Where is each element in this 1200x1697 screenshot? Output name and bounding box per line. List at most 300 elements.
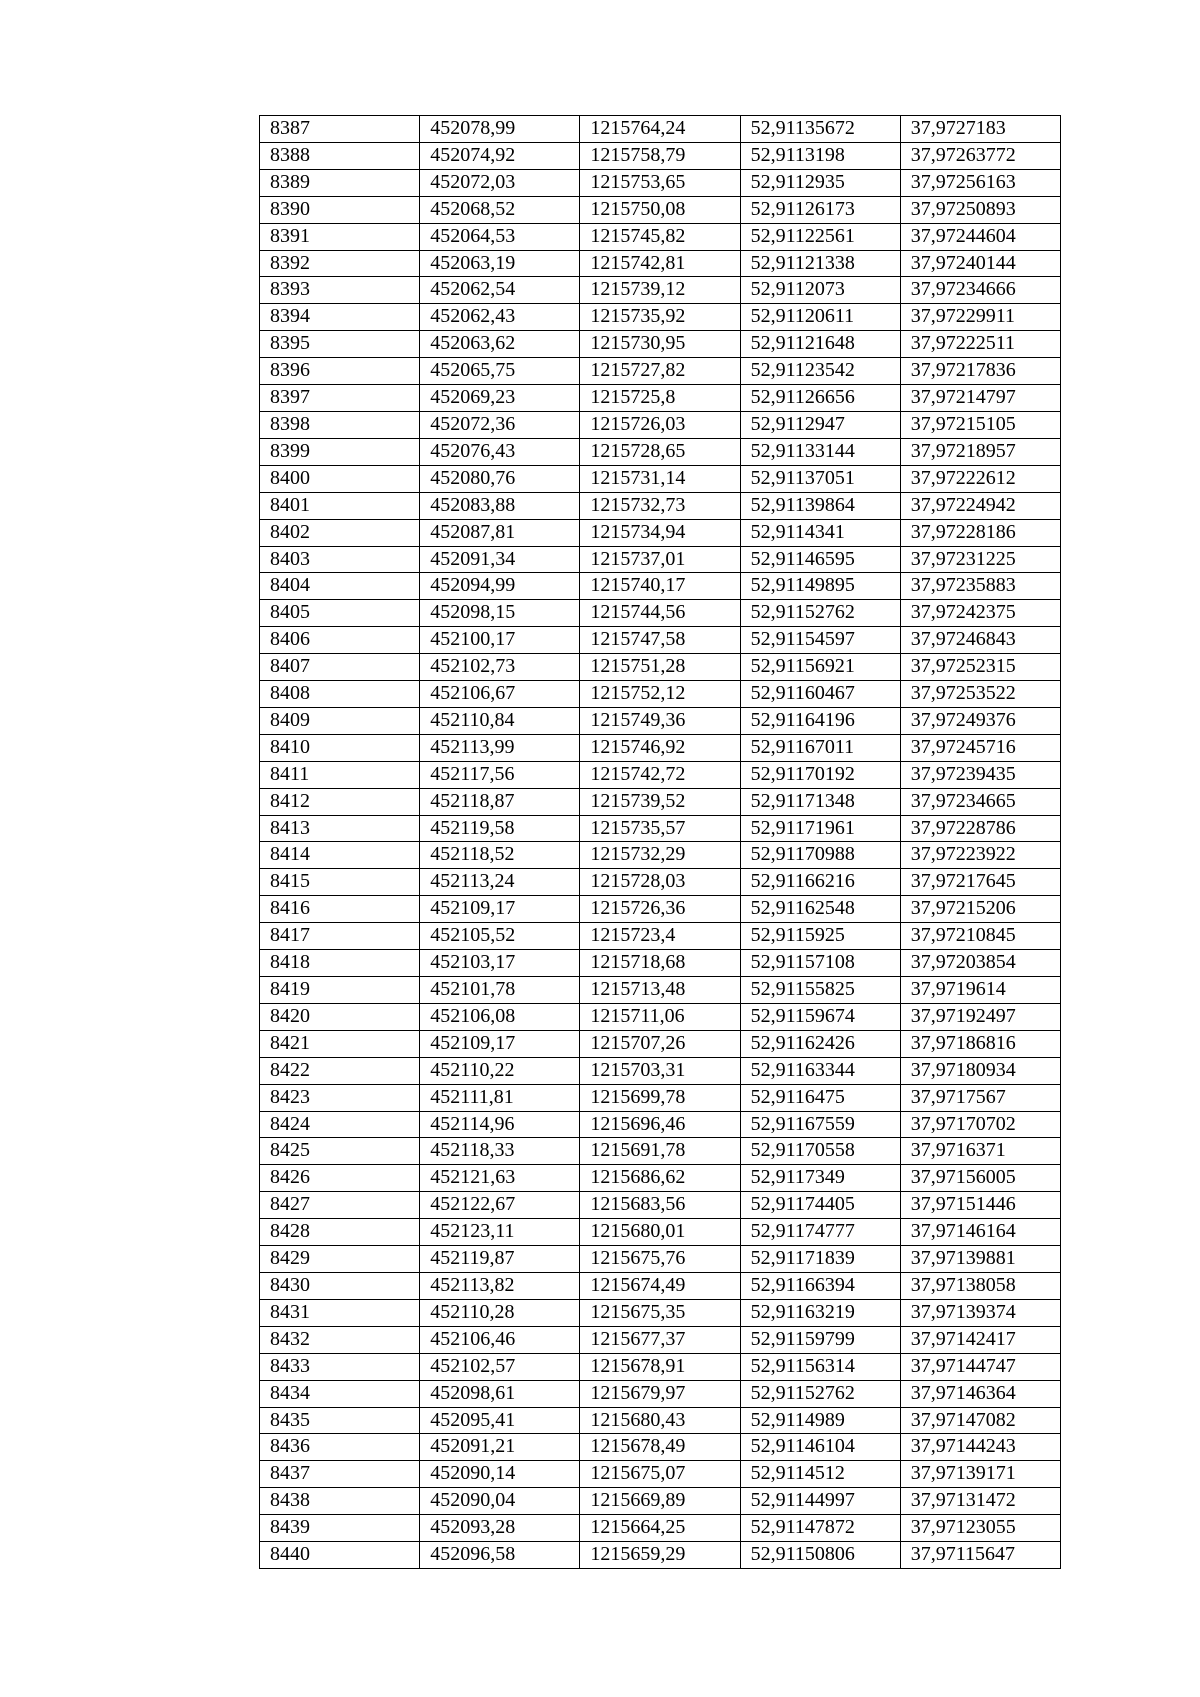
longitude-cell: 37,97146364 xyxy=(900,1380,1060,1407)
x-coordinate-cell: 452098,15 xyxy=(420,600,580,627)
latitude-cell: 52,91163344 xyxy=(740,1057,900,1084)
y-coordinate-cell: 1215752,12 xyxy=(580,681,740,708)
y-coordinate-cell: 1215745,82 xyxy=(580,223,740,250)
table-row xyxy=(260,869,1061,896)
y-coordinate-cell: 1215753,65 xyxy=(580,169,740,196)
longitude-cell: 37,97222511 xyxy=(900,331,1060,358)
x-coordinate-cell: 452111,81 xyxy=(420,1084,580,1111)
y-coordinate-cell: 1215725,8 xyxy=(580,385,740,412)
longitude-cell: 37,97139881 xyxy=(900,1246,1060,1273)
table-row xyxy=(260,1461,1061,1488)
table-row xyxy=(260,950,1061,977)
longitude-cell: 37,97131472 xyxy=(900,1488,1060,1515)
point-number-cell: 8416 xyxy=(260,896,420,923)
point-number-cell: 8436 xyxy=(260,1434,420,1461)
point-number-cell: 8402 xyxy=(260,519,420,546)
point-number-cell: 8423 xyxy=(260,1084,420,1111)
latitude-cell: 52,9114512 xyxy=(740,1461,900,1488)
point-number-cell: 8440 xyxy=(260,1542,420,1569)
x-coordinate-cell: 452102,57 xyxy=(420,1353,580,1380)
longitude-cell: 37,9727183 xyxy=(900,116,1060,143)
longitude-cell: 37,97250893 xyxy=(900,196,1060,223)
longitude-cell: 37,97240144 xyxy=(900,250,1060,277)
longitude-cell: 37,97217645 xyxy=(900,869,1060,896)
longitude-cell: 37,97228786 xyxy=(900,815,1060,842)
x-coordinate-cell: 452102,73 xyxy=(420,654,580,681)
point-number-cell: 8400 xyxy=(260,465,420,492)
longitude-cell: 37,97231225 xyxy=(900,546,1060,573)
latitude-cell: 52,91155825 xyxy=(740,977,900,1004)
x-coordinate-cell: 452090,04 xyxy=(420,1488,580,1515)
point-number-cell: 8434 xyxy=(260,1380,420,1407)
x-coordinate-cell: 452106,08 xyxy=(420,1003,580,1030)
y-coordinate-cell: 1215664,25 xyxy=(580,1515,740,1542)
point-number-cell: 8387 xyxy=(260,116,420,143)
x-coordinate-cell: 452062,54 xyxy=(420,277,580,304)
latitude-cell: 52,91147872 xyxy=(740,1515,900,1542)
latitude-cell: 52,91170192 xyxy=(740,761,900,788)
longitude-cell: 37,97228186 xyxy=(900,519,1060,546)
latitude-cell: 52,91159674 xyxy=(740,1003,900,1030)
longitude-cell: 37,97146164 xyxy=(900,1219,1060,1246)
latitude-cell: 52,91144997 xyxy=(740,1488,900,1515)
y-coordinate-cell: 1215686,62 xyxy=(580,1165,740,1192)
table-row xyxy=(260,681,1061,708)
longitude-cell: 37,97156005 xyxy=(900,1165,1060,1192)
table-row xyxy=(260,923,1061,950)
latitude-cell: 52,91156921 xyxy=(740,654,900,681)
y-coordinate-cell: 1215678,91 xyxy=(580,1353,740,1380)
longitude-cell: 37,9719614 xyxy=(900,977,1060,1004)
latitude-cell: 52,9112935 xyxy=(740,169,900,196)
y-coordinate-cell: 1215726,03 xyxy=(580,411,740,438)
y-coordinate-cell: 1215747,58 xyxy=(580,627,740,654)
table-row xyxy=(260,1111,1061,1138)
latitude-cell: 52,91170558 xyxy=(740,1138,900,1165)
x-coordinate-cell: 452098,61 xyxy=(420,1380,580,1407)
x-coordinate-cell: 452080,76 xyxy=(420,465,580,492)
table-row xyxy=(260,1407,1061,1434)
y-coordinate-cell: 1215723,4 xyxy=(580,923,740,950)
y-coordinate-cell: 1215718,68 xyxy=(580,950,740,977)
table-row xyxy=(260,842,1061,869)
longitude-cell: 37,97244604 xyxy=(900,223,1060,250)
longitude-cell: 37,97147082 xyxy=(900,1407,1060,1434)
point-number-cell: 8424 xyxy=(260,1111,420,1138)
longitude-cell: 37,97144747 xyxy=(900,1353,1060,1380)
longitude-cell: 37,97151446 xyxy=(900,1192,1060,1219)
point-number-cell: 8426 xyxy=(260,1165,420,1192)
longitude-cell: 37,97139171 xyxy=(900,1461,1060,1488)
point-number-cell: 8392 xyxy=(260,250,420,277)
x-coordinate-cell: 452113,99 xyxy=(420,734,580,761)
latitude-cell: 52,91137051 xyxy=(740,465,900,492)
table-row xyxy=(260,761,1061,788)
point-number-cell: 8429 xyxy=(260,1246,420,1273)
table-row xyxy=(260,223,1061,250)
point-number-cell: 8398 xyxy=(260,411,420,438)
table-row xyxy=(260,438,1061,465)
point-number-cell: 8388 xyxy=(260,142,420,169)
y-coordinate-cell: 1215751,28 xyxy=(580,654,740,681)
point-number-cell: 8418 xyxy=(260,950,420,977)
longitude-cell: 37,97144243 xyxy=(900,1434,1060,1461)
x-coordinate-cell: 452100,17 xyxy=(420,627,580,654)
table-row xyxy=(260,1488,1061,1515)
latitude-cell: 52,91139864 xyxy=(740,492,900,519)
latitude-cell: 52,91126656 xyxy=(740,385,900,412)
point-number-cell: 8399 xyxy=(260,438,420,465)
table-row xyxy=(260,1165,1061,1192)
point-number-cell: 8437 xyxy=(260,1461,420,1488)
point-number-cell: 8430 xyxy=(260,1272,420,1299)
table-row xyxy=(260,116,1061,143)
table-row xyxy=(260,1353,1061,1380)
x-coordinate-cell: 452094,99 xyxy=(420,573,580,600)
longitude-cell: 37,97249376 xyxy=(900,707,1060,734)
y-coordinate-cell: 1215758,79 xyxy=(580,142,740,169)
latitude-cell: 52,91163219 xyxy=(740,1299,900,1326)
point-number-cell: 8393 xyxy=(260,277,420,304)
table-row xyxy=(260,1299,1061,1326)
longitude-cell: 37,97223922 xyxy=(900,842,1060,869)
longitude-cell: 37,97242375 xyxy=(900,600,1060,627)
latitude-cell: 52,91126173 xyxy=(740,196,900,223)
y-coordinate-cell: 1215739,12 xyxy=(580,277,740,304)
y-coordinate-cell: 1215740,17 xyxy=(580,573,740,600)
x-coordinate-cell: 452119,58 xyxy=(420,815,580,842)
longitude-cell: 37,97214797 xyxy=(900,385,1060,412)
table-row xyxy=(260,1030,1061,1057)
latitude-cell: 52,91162548 xyxy=(740,896,900,923)
table-row xyxy=(260,519,1061,546)
table-row xyxy=(260,277,1061,304)
longitude-cell: 37,97215206 xyxy=(900,896,1060,923)
y-coordinate-cell: 1215746,92 xyxy=(580,734,740,761)
x-coordinate-cell: 452083,88 xyxy=(420,492,580,519)
table-row xyxy=(260,1246,1061,1273)
longitude-cell: 37,97234665 xyxy=(900,788,1060,815)
latitude-cell: 52,91146595 xyxy=(740,546,900,573)
longitude-cell: 37,97256163 xyxy=(900,169,1060,196)
latitude-cell: 52,91174777 xyxy=(740,1219,900,1246)
x-coordinate-cell: 452123,11 xyxy=(420,1219,580,1246)
point-number-cell: 8433 xyxy=(260,1353,420,1380)
coordinates-table xyxy=(259,115,1061,1569)
point-number-cell: 8394 xyxy=(260,304,420,331)
y-coordinate-cell: 1215734,94 xyxy=(580,519,740,546)
y-coordinate-cell: 1215737,01 xyxy=(580,546,740,573)
y-coordinate-cell: 1215749,36 xyxy=(580,707,740,734)
table-row xyxy=(260,1542,1061,1569)
table-row xyxy=(260,385,1061,412)
x-coordinate-cell: 452065,75 xyxy=(420,358,580,385)
longitude-cell: 37,97186816 xyxy=(900,1030,1060,1057)
x-coordinate-cell: 452063,62 xyxy=(420,331,580,358)
latitude-cell: 52,9117349 xyxy=(740,1165,900,1192)
point-number-cell: 8413 xyxy=(260,815,420,842)
x-coordinate-cell: 452106,67 xyxy=(420,681,580,708)
x-coordinate-cell: 452064,53 xyxy=(420,223,580,250)
y-coordinate-cell: 1215713,48 xyxy=(580,977,740,1004)
y-coordinate-cell: 1215744,56 xyxy=(580,600,740,627)
table-row xyxy=(260,977,1061,1004)
longitude-cell: 37,97123055 xyxy=(900,1515,1060,1542)
table-row xyxy=(260,142,1061,169)
latitude-cell: 52,9115925 xyxy=(740,923,900,950)
point-number-cell: 8389 xyxy=(260,169,420,196)
table-row xyxy=(260,331,1061,358)
y-coordinate-cell: 1215726,36 xyxy=(580,896,740,923)
point-number-cell: 8390 xyxy=(260,196,420,223)
y-coordinate-cell: 1215669,89 xyxy=(580,1488,740,1515)
y-coordinate-cell: 1215677,37 xyxy=(580,1326,740,1353)
x-coordinate-cell: 452110,84 xyxy=(420,707,580,734)
point-number-cell: 8397 xyxy=(260,385,420,412)
latitude-cell: 52,9114341 xyxy=(740,519,900,546)
y-coordinate-cell: 1215727,82 xyxy=(580,358,740,385)
table-row xyxy=(260,600,1061,627)
longitude-cell: 37,97229911 xyxy=(900,304,1060,331)
table-row xyxy=(260,1003,1061,1030)
latitude-cell: 52,91149895 xyxy=(740,573,900,600)
latitude-cell: 52,91150806 xyxy=(740,1542,900,1569)
point-number-cell: 8411 xyxy=(260,761,420,788)
table-row xyxy=(260,707,1061,734)
point-number-cell: 8414 xyxy=(260,842,420,869)
x-coordinate-cell: 452074,92 xyxy=(420,142,580,169)
longitude-cell: 37,9717567 xyxy=(900,1084,1060,1111)
x-coordinate-cell: 452063,19 xyxy=(420,250,580,277)
latitude-cell: 52,91123542 xyxy=(740,358,900,385)
x-coordinate-cell: 452093,28 xyxy=(420,1515,580,1542)
x-coordinate-cell: 452091,21 xyxy=(420,1434,580,1461)
point-number-cell: 8438 xyxy=(260,1488,420,1515)
latitude-cell: 52,91146104 xyxy=(740,1434,900,1461)
longitude-cell: 37,97224942 xyxy=(900,492,1060,519)
table-row xyxy=(260,196,1061,223)
x-coordinate-cell: 452072,03 xyxy=(420,169,580,196)
y-coordinate-cell: 1215675,76 xyxy=(580,1246,740,1273)
point-number-cell: 8425 xyxy=(260,1138,420,1165)
longitude-cell: 37,97138058 xyxy=(900,1272,1060,1299)
latitude-cell: 52,91159799 xyxy=(740,1326,900,1353)
table-row xyxy=(260,1380,1061,1407)
table-row xyxy=(260,411,1061,438)
y-coordinate-cell: 1215732,29 xyxy=(580,842,740,869)
latitude-cell: 52,91152762 xyxy=(740,1380,900,1407)
x-coordinate-cell: 452119,87 xyxy=(420,1246,580,1273)
point-number-cell: 8395 xyxy=(260,331,420,358)
x-coordinate-cell: 452090,14 xyxy=(420,1461,580,1488)
point-number-cell: 8409 xyxy=(260,707,420,734)
table-row xyxy=(260,465,1061,492)
y-coordinate-cell: 1215699,78 xyxy=(580,1084,740,1111)
latitude-cell: 52,91174405 xyxy=(740,1192,900,1219)
x-coordinate-cell: 452101,78 xyxy=(420,977,580,1004)
longitude-cell: 37,97210845 xyxy=(900,923,1060,950)
x-coordinate-cell: 452110,22 xyxy=(420,1057,580,1084)
y-coordinate-cell: 1215735,92 xyxy=(580,304,740,331)
point-number-cell: 8431 xyxy=(260,1299,420,1326)
point-number-cell: 8406 xyxy=(260,627,420,654)
x-coordinate-cell: 452110,28 xyxy=(420,1299,580,1326)
point-number-cell: 8417 xyxy=(260,923,420,950)
latitude-cell: 52,91166216 xyxy=(740,869,900,896)
latitude-cell: 52,91152762 xyxy=(740,600,900,627)
y-coordinate-cell: 1215703,31 xyxy=(580,1057,740,1084)
longitude-cell: 37,97234666 xyxy=(900,277,1060,304)
point-number-cell: 8403 xyxy=(260,546,420,573)
y-coordinate-cell: 1215764,24 xyxy=(580,116,740,143)
table-row xyxy=(260,1192,1061,1219)
longitude-cell: 37,97215105 xyxy=(900,411,1060,438)
table-row xyxy=(260,627,1061,654)
x-coordinate-cell: 452069,23 xyxy=(420,385,580,412)
x-coordinate-cell: 452105,52 xyxy=(420,923,580,950)
x-coordinate-cell: 452117,56 xyxy=(420,761,580,788)
x-coordinate-cell: 452062,43 xyxy=(420,304,580,331)
y-coordinate-cell: 1215739,52 xyxy=(580,788,740,815)
x-coordinate-cell: 452118,52 xyxy=(420,842,580,869)
x-coordinate-cell: 452103,17 xyxy=(420,950,580,977)
latitude-cell: 52,91167011 xyxy=(740,734,900,761)
table-row xyxy=(260,573,1061,600)
latitude-cell: 52,91166394 xyxy=(740,1272,900,1299)
y-coordinate-cell: 1215728,65 xyxy=(580,438,740,465)
y-coordinate-cell: 1215675,35 xyxy=(580,1299,740,1326)
y-coordinate-cell: 1215691,78 xyxy=(580,1138,740,1165)
latitude-cell: 52,91171348 xyxy=(740,788,900,815)
x-coordinate-cell: 452072,36 xyxy=(420,411,580,438)
point-number-cell: 8396 xyxy=(260,358,420,385)
latitude-cell: 52,91121648 xyxy=(740,331,900,358)
table-row xyxy=(260,1057,1061,1084)
point-number-cell: 8419 xyxy=(260,977,420,1004)
x-coordinate-cell: 452122,67 xyxy=(420,1192,580,1219)
x-coordinate-cell: 452095,41 xyxy=(420,1407,580,1434)
point-number-cell: 8412 xyxy=(260,788,420,815)
point-number-cell: 8391 xyxy=(260,223,420,250)
x-coordinate-cell: 452114,96 xyxy=(420,1111,580,1138)
x-coordinate-cell: 452109,17 xyxy=(420,1030,580,1057)
table-row xyxy=(260,1434,1061,1461)
x-coordinate-cell: 452091,34 xyxy=(420,546,580,573)
table-row xyxy=(260,1515,1061,1542)
table-row xyxy=(260,815,1061,842)
x-coordinate-cell: 452078,99 xyxy=(420,116,580,143)
longitude-cell: 37,9716371 xyxy=(900,1138,1060,1165)
y-coordinate-cell: 1215659,29 xyxy=(580,1542,740,1569)
latitude-cell: 52,91156314 xyxy=(740,1353,900,1380)
table-row xyxy=(260,169,1061,196)
y-coordinate-cell: 1215728,03 xyxy=(580,869,740,896)
table-row xyxy=(260,1138,1061,1165)
point-number-cell: 8405 xyxy=(260,600,420,627)
point-number-cell: 8408 xyxy=(260,681,420,708)
longitude-cell: 37,97246843 xyxy=(900,627,1060,654)
point-number-cell: 8407 xyxy=(260,654,420,681)
latitude-cell: 52,91121338 xyxy=(740,250,900,277)
point-number-cell: 8420 xyxy=(260,1003,420,1030)
latitude-cell: 52,9114989 xyxy=(740,1407,900,1434)
table-row xyxy=(260,1326,1061,1353)
point-number-cell: 8422 xyxy=(260,1057,420,1084)
table-row xyxy=(260,734,1061,761)
latitude-cell: 52,91120611 xyxy=(740,304,900,331)
table-row xyxy=(260,1084,1061,1111)
y-coordinate-cell: 1215742,81 xyxy=(580,250,740,277)
y-coordinate-cell: 1215750,08 xyxy=(580,196,740,223)
y-coordinate-cell: 1215711,06 xyxy=(580,1003,740,1030)
point-number-cell: 8415 xyxy=(260,869,420,896)
latitude-cell: 52,91171839 xyxy=(740,1246,900,1273)
latitude-cell: 52,91133144 xyxy=(740,438,900,465)
y-coordinate-cell: 1215735,57 xyxy=(580,815,740,842)
latitude-cell: 52,91164196 xyxy=(740,707,900,734)
y-coordinate-cell: 1215731,14 xyxy=(580,465,740,492)
latitude-cell: 52,91160467 xyxy=(740,681,900,708)
y-coordinate-cell: 1215707,26 xyxy=(580,1030,740,1057)
point-number-cell: 8435 xyxy=(260,1407,420,1434)
point-number-cell: 8439 xyxy=(260,1515,420,1542)
y-coordinate-cell: 1215680,01 xyxy=(580,1219,740,1246)
longitude-cell: 37,97203854 xyxy=(900,950,1060,977)
x-coordinate-cell: 452087,81 xyxy=(420,519,580,546)
y-coordinate-cell: 1215679,97 xyxy=(580,1380,740,1407)
longitude-cell: 37,97180934 xyxy=(900,1057,1060,1084)
table-row xyxy=(260,1272,1061,1299)
y-coordinate-cell: 1215696,46 xyxy=(580,1111,740,1138)
latitude-cell: 52,91171961 xyxy=(740,815,900,842)
y-coordinate-cell: 1215730,95 xyxy=(580,331,740,358)
table-row xyxy=(260,358,1061,385)
y-coordinate-cell: 1215732,73 xyxy=(580,492,740,519)
latitude-cell: 52,9116475 xyxy=(740,1084,900,1111)
longitude-cell: 37,97252315 xyxy=(900,654,1060,681)
longitude-cell: 37,97115647 xyxy=(900,1542,1060,1569)
table-row xyxy=(260,304,1061,331)
y-coordinate-cell: 1215678,49 xyxy=(580,1434,740,1461)
latitude-cell: 52,91154597 xyxy=(740,627,900,654)
latitude-cell: 52,9112073 xyxy=(740,277,900,304)
x-coordinate-cell: 452113,24 xyxy=(420,869,580,896)
y-coordinate-cell: 1215674,49 xyxy=(580,1272,740,1299)
longitude-cell: 37,97217836 xyxy=(900,358,1060,385)
point-number-cell: 8401 xyxy=(260,492,420,519)
longitude-cell: 37,97222612 xyxy=(900,465,1060,492)
latitude-cell: 52,91157108 xyxy=(740,950,900,977)
x-coordinate-cell: 452068,52 xyxy=(420,196,580,223)
x-coordinate-cell: 452113,82 xyxy=(420,1272,580,1299)
x-coordinate-cell: 452121,63 xyxy=(420,1165,580,1192)
latitude-cell: 52,91170988 xyxy=(740,842,900,869)
longitude-cell: 37,97239435 xyxy=(900,761,1060,788)
point-number-cell: 8421 xyxy=(260,1030,420,1057)
table-row xyxy=(260,492,1061,519)
latitude-cell: 52,91167559 xyxy=(740,1111,900,1138)
point-number-cell: 8427 xyxy=(260,1192,420,1219)
longitude-cell: 37,97245716 xyxy=(900,734,1060,761)
latitude-cell: 52,91162426 xyxy=(740,1030,900,1057)
longitude-cell: 37,97192497 xyxy=(900,1003,1060,1030)
table-row xyxy=(260,1219,1061,1246)
longitude-cell: 37,97142417 xyxy=(900,1326,1060,1353)
table-row xyxy=(260,654,1061,681)
coordinates-table-body xyxy=(260,116,1061,1569)
latitude-cell: 52,91122561 xyxy=(740,223,900,250)
x-coordinate-cell: 452118,33 xyxy=(420,1138,580,1165)
